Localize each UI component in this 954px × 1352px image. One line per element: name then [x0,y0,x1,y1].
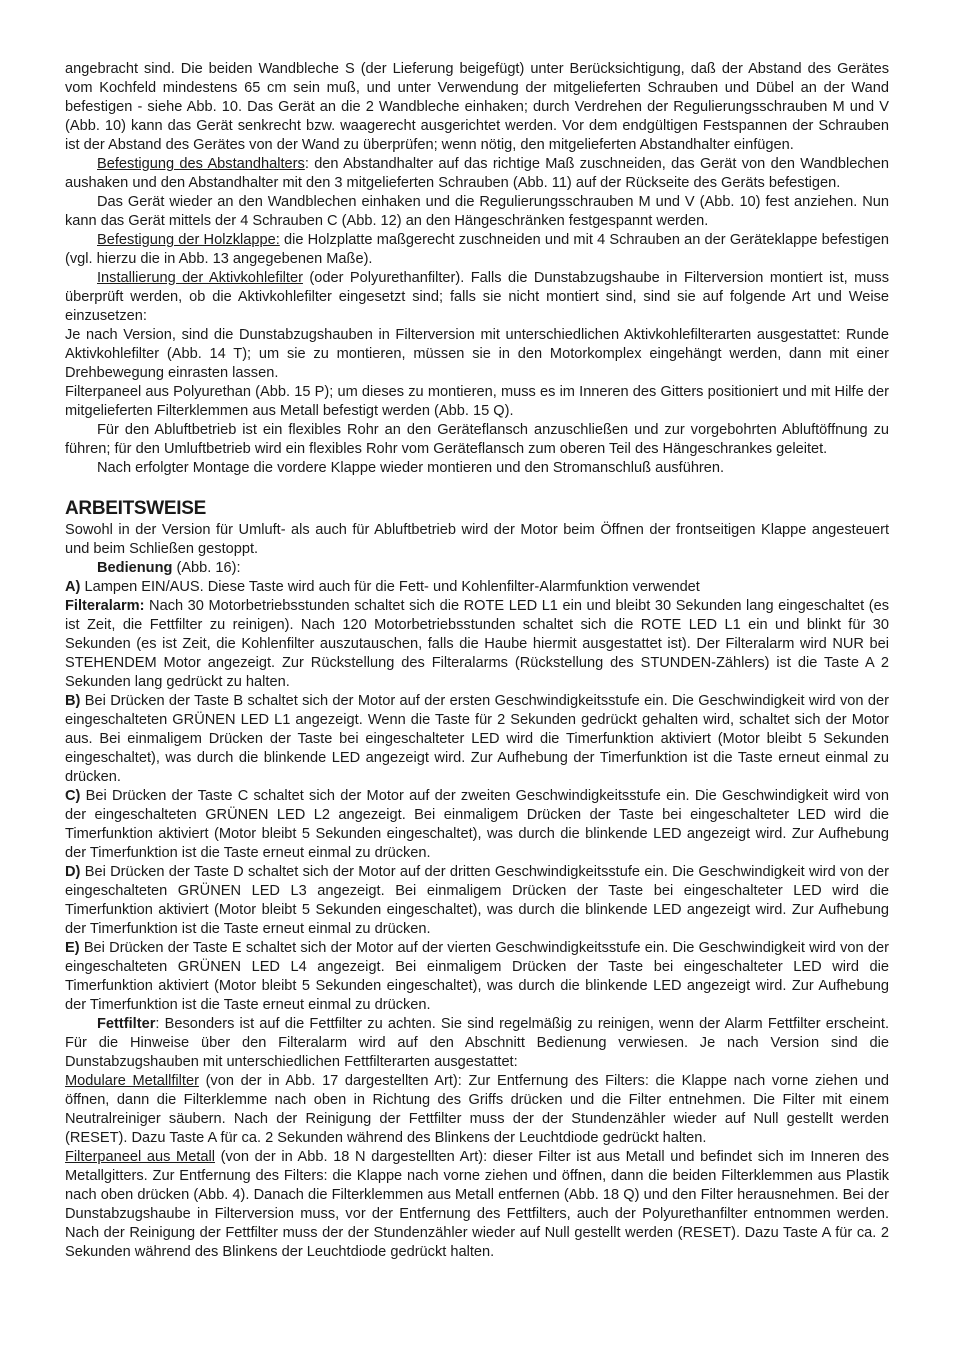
modular-filter-text: (von der in Abb. 17 dargestellten Art): Zur Entfernung des Filters: die Klappe nach vorne ziehen und öffnen, dann die Filterklemme nach oben in Richtung des Griffs drücken und die Filter entnehmen. Die Filter mit einem Neutralreiniger säubern. Nach der Reinigung der Fettfilter muss der der Stundenzähler wieder auf Null gestellt werden (RESET). Dazu Taste A für ca. 2 Sekunden während des Blinkens der Leuchtdiode gedrückt halten. [65,1073,889,1146]
paragraph-bedienung [65,559,889,578]
modular-filter-title: Modulare Metallfilter [65,1073,199,1089]
key-d-text: Bei Drücken der Taste D schaltet sich der Motor auf der dritten Geschwindigkeitsstufe ein. Die Geschwindigkeit wird von der eingeschalteten GRÜNEN LED L3 angezeigt. Bei einmaligem Drücken der Taste bei eingeschalteter LED wird die Timerfunktion aktiviert (Motor bleibt 5 Sekunden eingeschaltet), was durch die blinkende LED angezeigt wird. Zur Aufhebung der Timerfunktion ist die Taste erneut einmal zu drücken. [65,864,889,937]
paragraph-exhaust: Für den Abluftbetrieb ist ein flexibles Rohr an den Geräteflansch anzuschließen und zur vorgebohrten Abluftöffnung zu führen; für den Umluftbetrieb wird ein flexibles Rohr vom Geräteflansch zum oberen Teil des Hängeschrankes geleitet. [65,422,889,457]
paragraph-mounting: angebracht sind. Die beiden Wandbleche S (der Lieferung beigefügt) unter Berücksichtigung, daß der Abstand des Gerätes vom Kochfeld mindestens 65 cm sein muß, und unter Verwendung der mitgelieferten Schrauben und Dübel an der Wand befestigen - siehe Abb. 10. Das Gerät an die 2 Wandbleche einhaken; durch Verdrehen der Regulierungsschrauben M und V (Abb. 10) kann das Gerät senkrecht bzw. waagerecht ausgerichtet werden. Vor dem endgültigen Festspannen der Schrauben ist der Abstand des Gerätes von der Wand zu überprüfen; wenn nötig, den mitgelieferten Abstandhalter einfügen. [65,61,889,153]
metal-panel-title: Filterpaneel aus Metall [65,1149,215,1165]
paragraph-filter-versions: Je nach Version, sind die Dunstabzugshauben in Filterversion mit unterschiedlichen Aktivkohlefilterarten ausgestattet: Runde Aktivkohlefilter (Abb. 14 T); um sie zu montieren, müssen sie in den Motorkomplex eingehängt werden, dann mit einer Drehbewegung einrasten lassen. [65,327,889,381]
paragraph-intro: Sowohl in der Version für Umluft- als auch für Abluftbetrieb wird der Motor beim Öffnen der frontseitigen Klappe angesteuert und beim Schließen gestoppt. [65,522,889,557]
key-e-label: E) [65,940,80,956]
document-page [65,60,889,1262]
carbon-filter-title: Installierung der Aktivkohlefilter [97,270,303,286]
wood-flap-text: die Holzplatte maßgerecht zuschneiden und mit 4 Schrauben an der Geräteklappe befestigen (vgl. hierzu die in Abb. 13 angegebenen Maße). [65,232,889,267]
fettfilter-label: Fettfilter [97,1016,156,1032]
paragraph-key-e [65,939,889,1015]
key-b-text: Bei Drücken der Taste B schaltet sich der Motor auf der ersten Geschwindigkeitsstufe ein. Die Geschwindigkeit wird von der eingeschalteten GRÜNEN LED L1 angezeigt. Wenn die Taste für 2 Sekunden gedrückt gehalten wird, schaltet sich der Motor aus. Bei einmaligem Drücken der Taste bei eingeschalteter LED wird die Timerfunktion aktiviert (Motor bleibt 5 Sekunden eingeschaltet), was durch die blinkende LED angezeigt wird. Zur Aufhebung der Timerfunktion ist die Taste erneut einmal zu drücken. [65,693,889,785]
section-heading-arbeitsweise: ARBEITSWEISE [65,498,207,519]
spacer-text: : den Abstandhalter auf das richtige Maß zuschneiden, das Gerät von den Wandblechen aushaken und den Abstandhalter mit den 3 mitgelieferten Schrauben (Abb. 11) auf der Rückseite des Geräts befestigen. [65,156,889,191]
paragraph-rehang: Das Gerät wieder an den Wandblechen einhaken und die Regulierungsschrauben M und V (Abb. 10) fest anziehen. Nun kann das Gerät mittels der 4 Schrauben C (Abb. 12) an den Hängeschränken festgespannt werden. [65,194,889,229]
key-c-text: Bei Drücken der Taste C schaltet sich der Motor auf der zweiten Geschwindigkeitsstufe ein. Die Geschwindigkeit wird von der eingeschalteten GRÜNEN LED L2 angezeigt. Bei einmaligem Drücken der Taste bei eingeschalteter LED wird die Timerfunktion aktiviert (Motor bleibt 5 Sekunden eingeschaltet), was durch die blinkende LED angezeigt wird. Zur Aufhebung der Timerfunktion ist die Taste erneut einmal zu drücken. [65,788,889,861]
paragraph-fettfilter [65,1015,889,1072]
key-a-text: Lampen EIN/AUS. Diese Taste wird auch für die Fett- und Kohlenfilter-Alarmfunktion verwendet [80,579,700,595]
paragraph-key-c [65,787,889,863]
paragraph-key-b [65,692,889,787]
metal-panel-text: (von der in Abb. 18 N dargestellten Art): dieser Filter ist aus Metall und befindet sich im Inneren des Metallgitters. Zur Entfernung des Filters: die Klappe nach vorne ziehen und öffnen, dann die beiden Filterklemmen aus Plastik nach oben drücken (Abb. 4). Danach die Filterklemmen aus Metall entfernen (Abb. 18 Q) und den Filter herausnehmen. Bei der Dunstabzugshaube in Filterversion muss, vor der Entfernung des Fettfilters, auch der Polyurethanfilter entnommen werden. Nach der Reinigung der Fettfilter muss der der Stundenzähler wieder auf Null gestellt werden (RESET). Dazu Taste A für ca. 2 Sekunden während des Blinkens der Leuchtdiode gedrückt halten. [65,1149,890,1260]
paragraph-filteralarm [65,597,889,692]
bedienung-label: Bedienung [97,560,173,576]
filteralarm-text: Nach 30 Motorbetriebsstunden schaltet sich die ROTE LED L1 ein und bleibt 30 Sekunden lang eingeschaltet (es ist Zeit, die Fettfilter zu reinigen). Nach 120 Motorbetriebsstunden schaltet sich die ROTE LED L1 ein und blinkt für 30 Sekunden (es ist Zeit, die Kohlenfilter auszutauschen, falls die Haube hiermit ausgestattet ist). Der Filteralarm wird NUR bei STEHENDEM Motor angezeigt. Zur Rückstellung des Filteralarms (Rückstellung des STUNDEN-Zählers) ist die Taste A 2 Sekunden lang gedrückt zu halten. [65,598,889,690]
carbon-filter-text: (oder Polyurethanfilter). Falls die Dunstabzugshaube in Filterversion montiert ist, muss überprüft werden, ob die Aktivkohlefilter eingesetzt sind; falls sie nicht montiert sind, sind sie auf folgende Art und Weise einzusetzen: [65,270,890,324]
paragraph-polyurethane-panel: Filterpaneel aus Polyurethan (Abb. 15 P); um dieses zu montieren, muss es im Inneren des Gitters positioniert und mit Hilfe der mitgelieferten Filterklemmen aus Metall befestigt werden (Abb. 15 Q). [65,384,889,419]
paragraph-wood-flap [65,231,889,269]
key-d-label: D) [65,864,81,880]
paragraph-key-a [65,578,889,597]
paragraph-modular-filter [65,1072,889,1148]
key-e-text: Bei Drücken der Taste E schaltet sich der Motor auf der vierten Geschwindigkeitsstufe ein. Die Geschwindigkeit wird von der eingeschalteten GRÜNEN LED L4 angezeigt. Bei einmaligem Drücken der Taste bei eingeschalteter LED wird die Timerfunktion aktiviert (Motor bleibt 5 Sekunden eingeschaltet), was durch die blinkende LED angezeigt wird. Zur Aufhebung der Timerfunktion ist die Taste erneut einmal zu drücken. [65,940,889,1013]
fettfilter-text: : Besonders ist auf die Fettfilter zu achten. Sie sind regelmäßig zu reinigen, wenn der Alarm Fettfilter erscheint. Für die Hinweise über den Filteralarm wird auf den Abschnitt Bedienung verwiesen. Je nach Version sind die Dunstabzugshauben mit unterschiedlichen Fettfilterarten ausgestattet: [65,1016,889,1070]
filteralarm-label: Filteralarm: [65,598,145,614]
paragraph-key-d [65,863,889,939]
key-a-label: A) [65,579,81,595]
wood-flap-title: Befestigung der Holzklappe: [97,232,280,248]
paragraph-metal-panel [65,1148,889,1262]
bedienung-ref: (Abb. 16): [172,560,241,576]
key-b-label: B) [65,693,81,709]
paragraph-carbon-filter [65,269,889,326]
paragraph-spacer [65,155,889,193]
key-c-label: C) [65,788,81,804]
paragraph-final-assembly: Nach erfolgter Montage die vordere Klappe wieder montieren und den Stromanschluß ausführen. [97,460,725,476]
spacer-title: Befestigung des Abstandhalters [97,156,305,172]
